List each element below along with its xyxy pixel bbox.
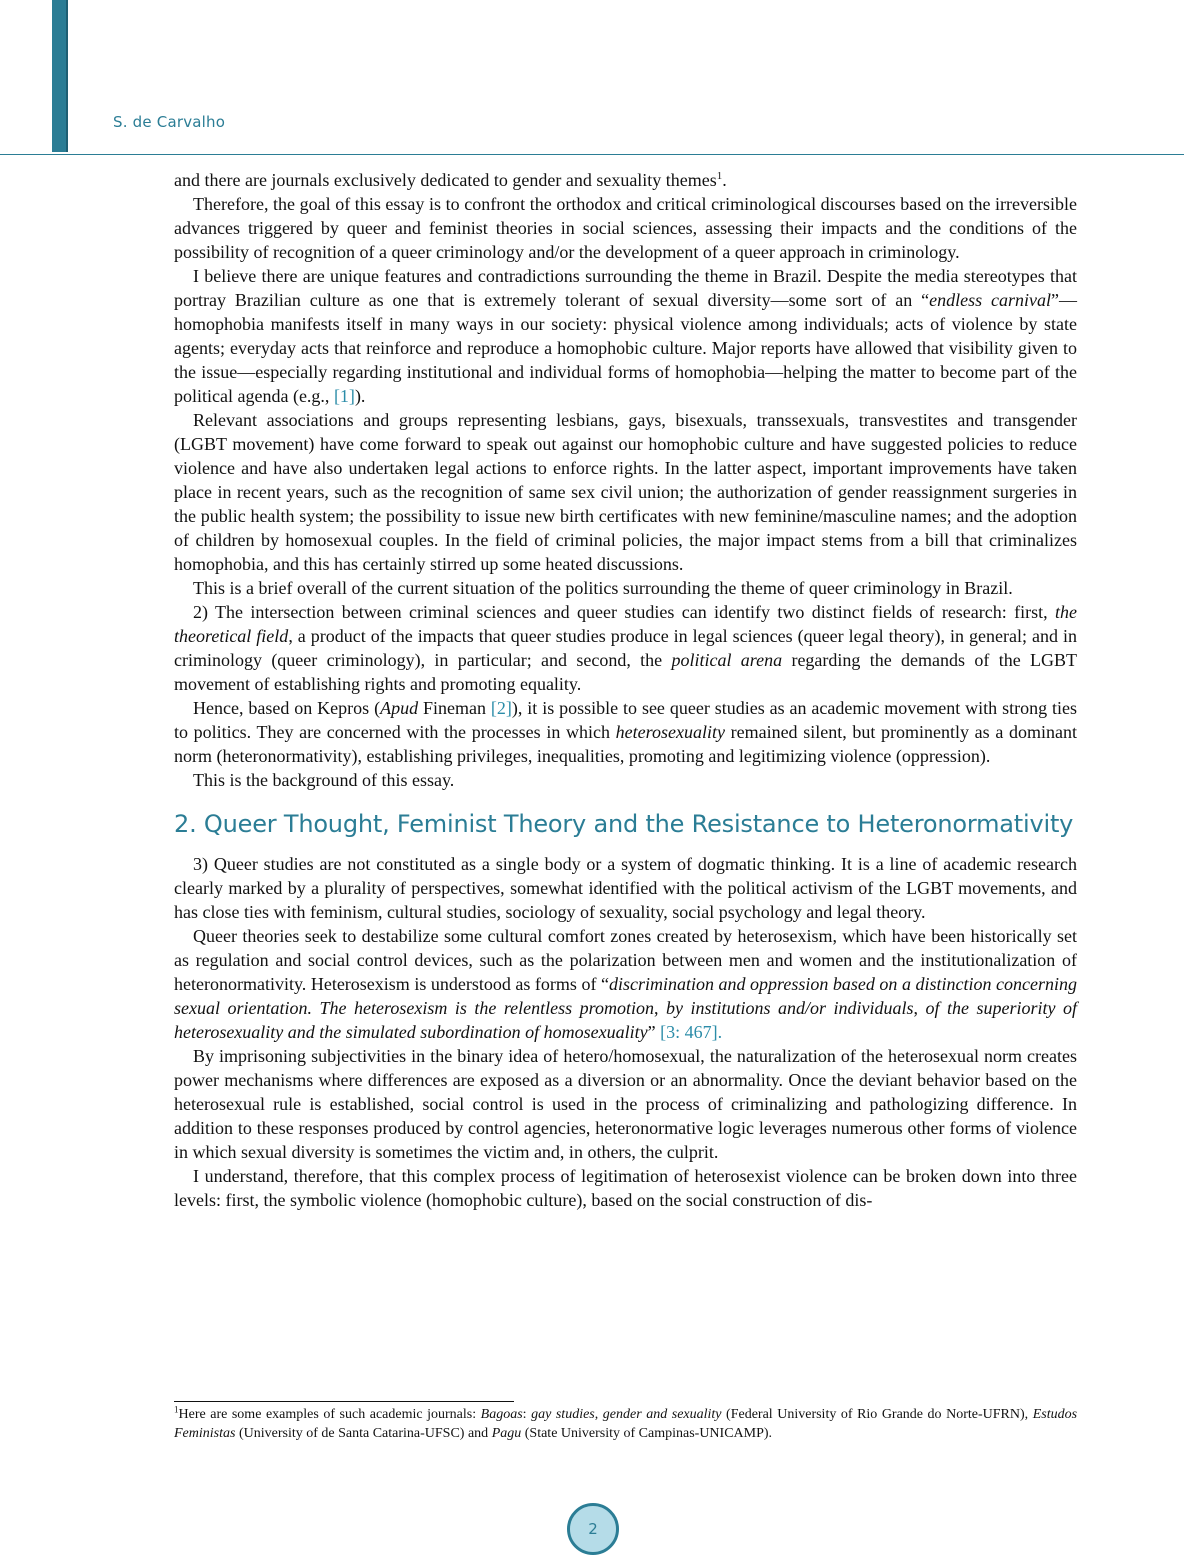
article-body [174,168,1077,1212]
paragraph-3: Relevant associations and groups representing lesbians, gays, bisexuals, transsexuals, transvestites and transgender (LGBT movement) have come forward to speak out against our homophobic culture and have suggested policies to reduce violence and have also undertaken legal actions to enforce rights. In the latter aspect, important improvements have taken place in recent years, such as the recognition of same sex civil union; the authorization of gender reassignment surgeries in the public health system; the possibility to issue new birth certificates with new feminine/masculine names; and the adoption of children by homosexual couples. In the field of criminal policies, the major impact stems from a bill that criminalizes homophobia, and this has certainly stirred up some heated discussions. [174,410,1077,574]
paragraph-0: and there are journals exclusively dedicated to gender and sexuality themes$^1$. [174,170,727,190]
paragraph-1: Therefore, the goal of this essay is to confront the orthodox and critical criminological discourses based on the irreversible advances triggered by queer and feminist theories in social sciences, assessing their impacts and the conditions of the possibility of recognition of a queer criminology and/or the development of a queer approach in criminology. [174,194,1077,262]
page-number-badge: 2 [567,1503,619,1555]
paragraph-4: This is a brief overall of the current situation of the politics surrounding the theme of queer criminology in Brazil. [193,578,1013,598]
paragraph-8: 3) Queer studies are not constituted as a single body or a system of dogmatic thinking. It is a line of academic research clearly marked by a plurality of perspectives, somewhat identified with the political activism of the LGBT movements, and has close ties with feminism, cultural studies, sociology of sexuality, social psychology and legal theory. [174,854,1077,922]
paragraph-6: Hence, based on Kepros (Apud Fineman [2]), it is possible to see queer studies as an academic movement with strong ties to politics. They are concerned with the processes in which heterosexuality remained silent, but prominently as a dominant norm (heteronormativity), establishing privileges, inequalities, promoting and legitimizing violence (oppression). [174,698,1077,766]
citation-link[interactable]: [2] [490,698,512,718]
running-header-author: S. de Carvalho [113,113,226,131]
paragraph-9: Queer theories seek to destabilize some cultural comfort zones created by heterosexism, which have been historically set as regulation and social control devices, such as the polarization between men and women and the institutionalization of heteronormativity. Heterosexism is understood as forms of “discrimination and oppression based on a distinction concerning sexual orientation. The heterosexism is the relentless promotion, by institutions and/or individuals, of the superiority of heterosexuality and the simulated subordination of homosexuality” [3: 467]. [174,926,1078,1042]
footnote-divider [174,1401,514,1402]
footnote-marker[interactable]: 1 [716,170,723,182]
citation-link[interactable]: [3: 467] [660,1022,718,1042]
paragraph-11: I understand, therefore, that this complex process of legitimation of heterosexist violence can be broken down into three levels: first, the symbolic violence (homophobic culture), based on the social construction of dis- [174,1166,1077,1210]
header-accent-bar [52,0,66,152]
citation-link[interactable]: [1] [333,386,355,406]
footnote: $^1$Here are some examples of such academic journals: Bagoas: gay studies, gender and sexuality (Federal University of Rio Grande do Norte-UFRN), Estudos Feministas (University of de Santa Catarina-UFSC) and Pagu (State University of Campinas-UNICAMP). [174,1404,1078,1441]
paragraph-7: This is the background of this essay. [193,770,455,790]
header-divider [0,154,1184,155]
paragraph-5: 2) The intersection between criminal sciences and queer studies can identify two distinct fields of research: first, the theoretical field, a product of the impacts that queer studies produce in legal sciences (queer legal theory), in general; and in criminology (queer criminology), in particular; and second, the political arena regarding the demands of the LGBT movement of establishing rights and promoting equality. [174,602,1078,694]
section-heading: 2. Queer Thought, Feminist Theory and the Resistance to Heteronormativity [174,810,1074,838]
paragraph-10: By imprisoning subjectivities in the binary idea of hetero/homosexual, the naturalization of the heterosexual norm creates power mechanisms where differences are exposed as a diversion or an abnormality. Once the deviant behavior based on the heterosexual rule is established, social control is used in the process of criminalizing and pathologizing difference. In addition to these responses produced by control agencies, heteronormative logic leverages numerous other forms of violence in which sexual diversity is sometimes the victim and, in others, the culprit. [174,1046,1077,1162]
paragraph-2: I believe there are unique features and contradictions surrounding the theme in Brazil. Despite the media stereotypes that portray Brazilian culture as one that is extremely tolerant of sexual diversity—some sort of an “endless carnival”—homophobia manifests itself in many ways in our society: physical violence among individuals; acts of violence by state agents; everyday acts that reinforce and reproduce a homophobic culture. Major reports have allowed that visibility given to the issue—especially regarding institutional and individual forms of homophobia—helping the matter to become part of the political agenda (e.g., [1]). [174,266,1077,406]
